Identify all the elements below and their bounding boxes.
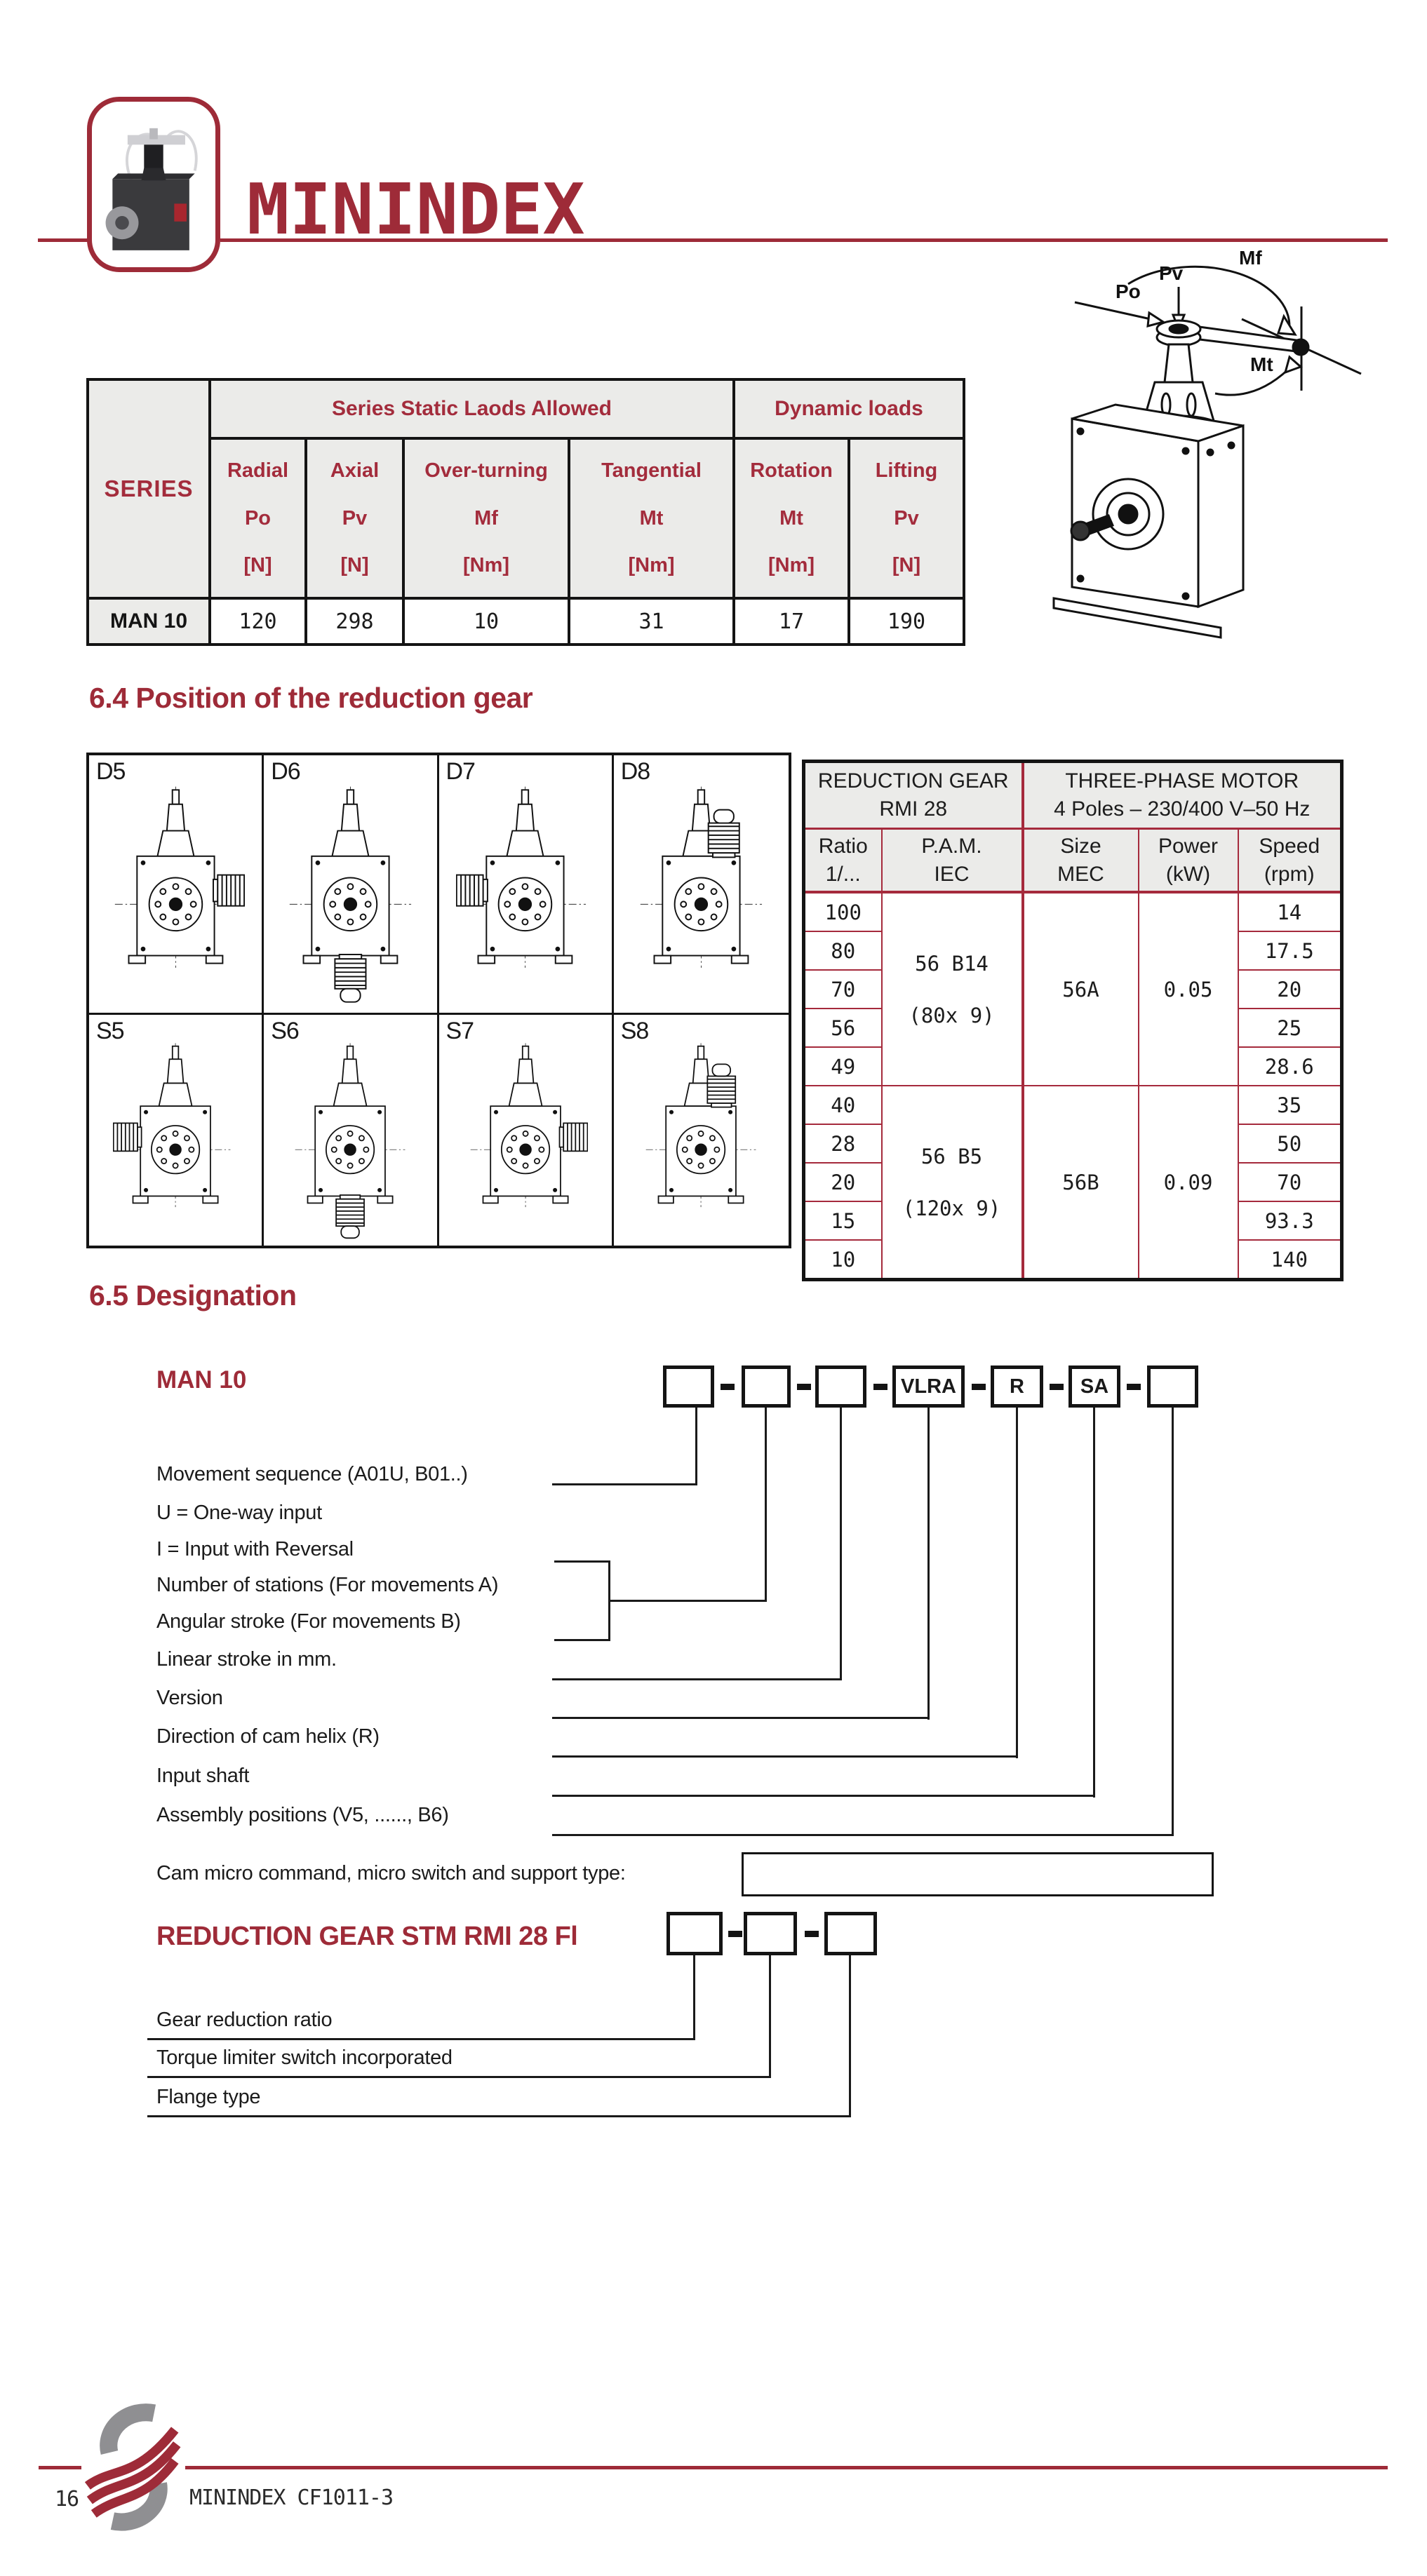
designation-label: Number of stations (For movements A) bbox=[156, 1574, 499, 1596]
position-label: S7 bbox=[445, 1018, 474, 1044]
position-label: S6 bbox=[271, 1018, 299, 1044]
designation-box-2 bbox=[742, 1365, 791, 1408]
reduction-gear-positions-grid bbox=[86, 753, 791, 1248]
designation-box-3 bbox=[815, 1365, 866, 1408]
speed-cell: 50 bbox=[1238, 1124, 1342, 1163]
connector-line bbox=[695, 1408, 697, 1485]
designation-label: U = One-way input bbox=[156, 1502, 322, 1524]
page-number: 16 bbox=[55, 2487, 79, 2511]
speed-cell: 17.5 bbox=[1238, 931, 1342, 970]
connector-line bbox=[769, 1955, 771, 2078]
connector-line bbox=[552, 1755, 1018, 1758]
section-64-heading: 6.4 Position of the reduction gear bbox=[89, 682, 533, 714]
connector-line bbox=[552, 1795, 1095, 1797]
ratio-cell: 70 bbox=[804, 970, 882, 1009]
dash-separator bbox=[721, 1384, 735, 1390]
loads-col-radial: Radial Po [N] bbox=[210, 438, 306, 598]
header-rule-left bbox=[38, 238, 88, 242]
designation-label: Angular stroke (For movements B) bbox=[156, 1610, 461, 1633]
dash-separator bbox=[873, 1384, 887, 1390]
cam-micro-label: Cam micro command, micro switch and support type: bbox=[156, 1862, 626, 1884]
gear-designation-label: Flange type bbox=[156, 2086, 261, 2108]
loads-value-overturning: 10 bbox=[403, 598, 569, 645]
position-label: D8 bbox=[620, 758, 650, 785]
speed-cell: 28.6 bbox=[1238, 1047, 1342, 1086]
connector-line bbox=[147, 2038, 695, 2040]
rmi-col-speed: Speed (rpm) bbox=[1238, 829, 1342, 893]
gear-designation-heading: REDUCTION GEAR STM RMI 28 Fl bbox=[156, 1922, 578, 1951]
loads-col-lifting: Lifting Pv [N] bbox=[849, 438, 964, 598]
loads-col-overturning: Over-turning Mf [Nm] bbox=[403, 438, 569, 598]
position-label: D7 bbox=[445, 758, 475, 785]
ratio-cell: 10 bbox=[804, 1240, 882, 1280]
table-row bbox=[804, 892, 1342, 931]
loads-col-tangential: Tangential Mt [Nm] bbox=[569, 438, 734, 598]
connector-line bbox=[1016, 1408, 1018, 1758]
designation-label: Assembly positions (V5, ......, B6) bbox=[156, 1804, 449, 1826]
position-label: S8 bbox=[620, 1018, 649, 1044]
dash-separator bbox=[1050, 1384, 1064, 1390]
speed-cell: 70 bbox=[1238, 1163, 1342, 1201]
position-label: S5 bbox=[96, 1018, 124, 1044]
rmi-group-motor: THREE-PHASE MOTOR 4 Poles – 230/400 V–50 Hz bbox=[1023, 762, 1342, 829]
connector-line bbox=[693, 1955, 695, 2040]
gearbox-drawing bbox=[264, 782, 436, 1010]
designation-box-sa: SA bbox=[1068, 1365, 1120, 1408]
ratio-cell: 80 bbox=[804, 931, 882, 970]
loads-col-axial: Axial Pv [N] bbox=[306, 438, 403, 598]
rmi-col-pam: P.A.M. IEC bbox=[882, 829, 1023, 893]
footer-document-code: MININDEX CF1011-3 bbox=[189, 2486, 394, 2510]
gear-box-3 bbox=[824, 1912, 877, 1955]
pam-cell: 56 B14 (80x 9) bbox=[882, 892, 1023, 1086]
connector-line bbox=[554, 1639, 610, 1641]
loads-value-axial: 298 bbox=[306, 598, 403, 645]
connector-line bbox=[1172, 1408, 1174, 1836]
cam-micro-box bbox=[742, 1852, 1214, 1896]
position-cell-s6 bbox=[264, 1015, 438, 1246]
connector-line bbox=[147, 2076, 771, 2078]
ratio-cell: 15 bbox=[804, 1201, 882, 1240]
connector-line bbox=[552, 1483, 697, 1485]
connector-line bbox=[552, 1678, 842, 1680]
position-label: D5 bbox=[96, 758, 126, 785]
speed-cell: 35 bbox=[1238, 1086, 1342, 1124]
rmi-col-ratio: Ratio 1/... bbox=[804, 829, 882, 893]
loads-group-dynamic: Dynamic loads bbox=[734, 379, 964, 438]
label-pv: Pv bbox=[1159, 262, 1184, 284]
brand-logo-photo bbox=[92, 102, 215, 267]
position-cell-s7 bbox=[439, 1015, 614, 1246]
loads-value-radial: 120 bbox=[210, 598, 306, 645]
gear-designation-label: Torque limiter switch incorporated bbox=[156, 2046, 453, 2069]
loads-series-header: SERIES bbox=[88, 379, 210, 598]
loads-value-lifting: 190 bbox=[849, 598, 964, 645]
stm-logo-icon bbox=[81, 2403, 185, 2533]
footer-logo bbox=[81, 2403, 185, 2533]
connector-line bbox=[849, 1955, 851, 2117]
section-65-heading: 6.5 Designation bbox=[89, 1279, 297, 1311]
designation-box-vlra: VLRA bbox=[892, 1365, 965, 1408]
position-cell-d7 bbox=[439, 755, 614, 1015]
designation-box-7 bbox=[1147, 1365, 1198, 1408]
gear-box-1 bbox=[666, 1912, 723, 1955]
designation-label: Input shaft bbox=[156, 1765, 250, 1787]
position-cell-d8 bbox=[614, 755, 789, 1015]
page-title: MININDEX bbox=[247, 168, 585, 250]
loads-value-tangential: 31 bbox=[569, 598, 734, 645]
speed-cell: 140 bbox=[1238, 1240, 1342, 1280]
gearbox-drawing bbox=[264, 1041, 436, 1243]
designation-label: Movement sequence (A01U, B01..) bbox=[156, 1463, 468, 1485]
label-mf: Mf bbox=[1239, 247, 1262, 269]
designation-label: Version bbox=[156, 1687, 223, 1709]
label-mt: Mt bbox=[1250, 353, 1273, 375]
gearbox-drawing bbox=[89, 1041, 262, 1243]
connector-line bbox=[554, 1560, 610, 1563]
loads-col-rotation: Rotation Mt [Nm] bbox=[734, 438, 849, 598]
position-cell-s5 bbox=[89, 1015, 264, 1246]
connector-line bbox=[608, 1600, 767, 1602]
designation-label: I = Input with Reversal bbox=[156, 1538, 354, 1560]
position-cell-s8 bbox=[614, 1015, 789, 1246]
designation-label: Linear stroke in mm. bbox=[156, 1648, 337, 1671]
static-dynamic-loads-table bbox=[86, 378, 965, 646]
size-cell: 56A bbox=[1023, 892, 1139, 1086]
speed-cell: 25 bbox=[1238, 1009, 1342, 1047]
label-po: Po bbox=[1116, 281, 1141, 302]
ratio-cell: 49 bbox=[804, 1047, 882, 1086]
dash-separator bbox=[728, 1931, 742, 1937]
gearbox-drawing bbox=[614, 782, 789, 1010]
speed-cell: 93.3 bbox=[1238, 1201, 1342, 1240]
rmi-col-size: Size MEC bbox=[1023, 829, 1139, 893]
power-cell: 0.05 bbox=[1139, 892, 1238, 1086]
designation-label: Direction of cam helix (R) bbox=[156, 1725, 380, 1748]
rmi-col-power: Power (kW) bbox=[1139, 829, 1238, 893]
connector-line bbox=[1093, 1408, 1095, 1798]
connector-line bbox=[552, 1717, 930, 1719]
brand-logo-box bbox=[87, 97, 220, 272]
connector-line bbox=[765, 1408, 767, 1602]
position-label: D6 bbox=[271, 758, 300, 785]
gearbox-drawing bbox=[439, 782, 612, 1010]
loads-series-value: MAN 10 bbox=[88, 598, 210, 645]
speed-cell: 14 bbox=[1238, 892, 1342, 931]
size-cell: 56B bbox=[1023, 1086, 1139, 1280]
dash-separator bbox=[805, 1931, 819, 1937]
footer-rule bbox=[39, 2466, 1388, 2469]
load-directions-diagram bbox=[1010, 214, 1427, 649]
ratio-cell: 56 bbox=[804, 1009, 882, 1047]
ratio-cell: 20 bbox=[804, 1163, 882, 1201]
table-row bbox=[88, 598, 964, 645]
speed-cell: 20 bbox=[1238, 970, 1342, 1009]
dash-separator bbox=[797, 1384, 811, 1390]
gearbox-drawing bbox=[439, 1041, 612, 1243]
dash-separator bbox=[972, 1384, 986, 1390]
loads-group-static: Series Static Laods Allowed bbox=[210, 379, 734, 438]
connector-line bbox=[147, 2115, 851, 2117]
position-cell-d5 bbox=[89, 755, 264, 1015]
connector-line bbox=[552, 1834, 1174, 1836]
loads-value-rotation: 17 bbox=[734, 598, 849, 645]
gearbox-drawing bbox=[614, 1041, 789, 1243]
designation-box-1 bbox=[663, 1365, 714, 1408]
model-label: MAN 10 bbox=[156, 1366, 247, 1394]
rmi28-motor-table bbox=[802, 760, 1344, 1281]
rmi-group-gear: REDUCTION GEAR RMI 28 bbox=[804, 762, 1023, 829]
dash-separator bbox=[1127, 1384, 1141, 1390]
table-row bbox=[804, 1086, 1342, 1124]
position-cell-d6 bbox=[264, 755, 438, 1015]
gearbox-drawing bbox=[89, 782, 262, 1010]
ratio-cell: 100 bbox=[804, 892, 882, 931]
ratio-cell: 40 bbox=[804, 1086, 882, 1124]
gear-designation-label: Gear reduction ratio bbox=[156, 2009, 333, 2031]
power-cell: 0.09 bbox=[1139, 1086, 1238, 1280]
gear-box-2 bbox=[744, 1912, 797, 1955]
pam-cell: 56 B5 (120x 9) bbox=[882, 1086, 1023, 1280]
connector-line bbox=[840, 1408, 842, 1680]
connector-line bbox=[927, 1408, 930, 1720]
ratio-cell: 28 bbox=[804, 1124, 882, 1163]
designation-box-r: R bbox=[991, 1365, 1043, 1408]
